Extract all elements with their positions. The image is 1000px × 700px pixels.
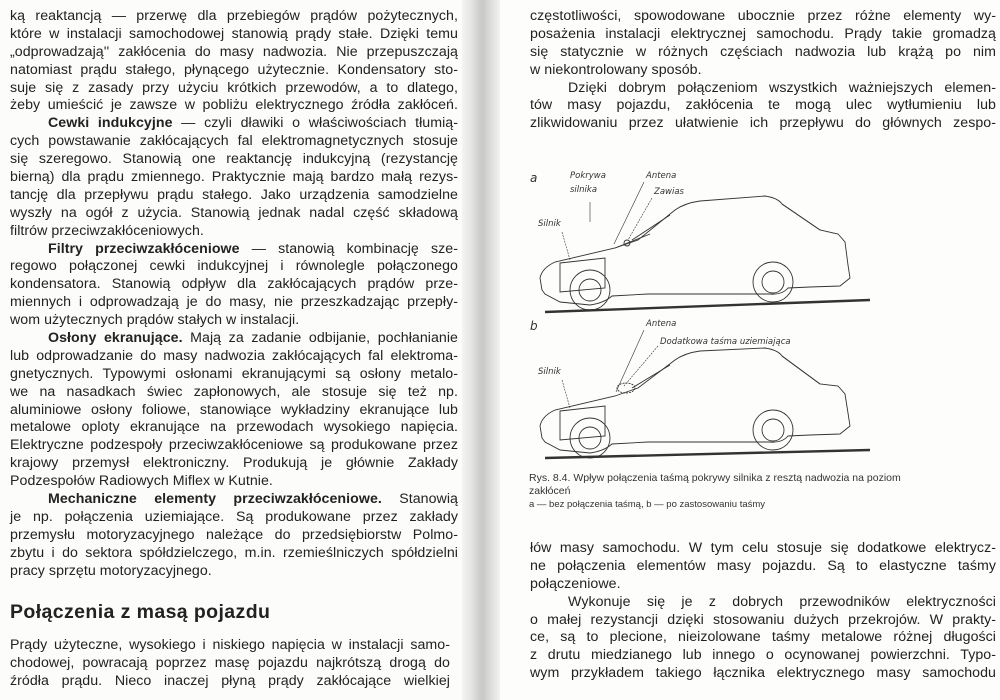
text-line: filtrów przeciwzakłóceniowych. [10,222,204,239]
caption-title-cont: zakłóceń [529,485,571,497]
windshield-a [632,215,670,240]
hood-line-a [615,234,650,248]
section-paragraph [10,637,450,691]
text-line: je np. połączenia uziemiające. Są produkowane przez zakłady [10,508,458,525]
left-page-body [10,8,458,581]
text-line: cych powstawanie zakłócających fal elektromagnetycznych stosuje [10,133,458,150]
caption-legend: a — bez połączenia taśmą, b — po zastosowaniu taśmy [529,499,766,510]
paragraph-filters [10,241,458,330]
text-line: lub odprowadzanie do masy nadwozia zakłócających fal elektroma- [10,347,458,364]
text-line: regowo połączonej cewki indukcyjnej i równolegle połączonego [10,258,458,275]
text-line [10,115,458,133]
text-line: bierną) dla prądu zmiennego. Praktycznie mają bardzo małą rezys- [10,169,458,186]
paragraph-conductors [530,594,996,683]
text-line: ne połączenia elementów masy pojazdu. Są to elastyczne taśmy [530,557,996,574]
rear-wheel-a [753,262,793,302]
term-shields: Osłony ekranujące. [48,330,183,347]
text-line: „odprowadzają'' zakłócenia do masy nadwozia. Nie przepuszczają [10,43,458,60]
term-filters: Filtry przeciwzakłóceniowe [48,240,240,257]
paragraph-straps [530,540,996,594]
text-line: źródła prądu. Nieco inaczej płyną prądy zakłócające wielkiej [10,672,450,689]
leader-strap [624,346,658,386]
label-antenna-b: Antena [646,319,677,329]
text-line: wom użytecznych prądów stałych w instalacji. [10,312,300,329]
leader-engine-b [562,380,570,408]
text-line: żeby umieścić je zawsze w pobliżu elektrycznego źródła zakłóceń. [10,97,458,114]
paragraph-coils [10,115,458,240]
text-line: Dzięki dobrym połączeniom wszystkich ważniejszych elemen- [568,79,996,96]
text-line: Prądy użyteczne, wysokiego i niskiego napięcia w instalacji samo- [10,637,450,653]
section-heading: Połączenia z masą pojazdu [10,601,271,623]
text-line: o małej rezystancji dzięki stosowaniu dużych przekrojów. W prakty- [530,611,996,628]
rear-hub-a [762,271,784,293]
right-page-body-bottom [530,540,996,683]
text-fragment: Mają za zadanie odbijanie, pochłanianie [182,330,458,347]
figure-car-grounding [520,160,880,470]
text-line: Elektryczne podzespoły przeciwzakłóceniowe są produkowane przez [10,437,458,454]
paragraph-good-connections [530,80,996,134]
text-line: ce, są to plecione, nieizolowane taśmy metalowe różnej długości [530,629,996,646]
label-engine-b: Silnik [538,367,561,377]
ground-line-a [545,300,870,312]
windshield-b [632,365,670,388]
text-line: tów masy pojazdu, zakłócenia te mogą ulec wytłumieniu lub [530,97,996,114]
text-line: krajowy przemysł elektroniczny. Produkują je głównie Zakłady [10,455,458,472]
text-line: wym przykładem takiego łącznika elektrycznego masy samochodu [530,665,996,682]
ground-line-b [545,450,870,458]
car-body-a [540,196,850,305]
text-line: ką reaktancją — przerwę dla przebiegów prądów pożytecznych, [10,8,458,24]
paragraph-capacitors-end [10,8,458,115]
text-line: metalowe oploty ekranujące na przewodach wysokiego napięcia. [10,419,458,436]
paragraph-mechanical [10,491,458,580]
right-page-body-top [530,8,996,133]
text-line: które w instalacji samochodowej stanowią prądy stałe. Dzięki temu [10,25,458,42]
car-drawing-a [540,182,870,312]
figure-caption [529,472,995,511]
text-line: zlikwidowaniu przez ułatwienie ich przepływu do głównych zespo- [530,115,996,132]
label-antenna-a: Antena [646,171,677,181]
text-line [10,330,458,348]
text-line: we na nasadkach świec zapłonowych, ale stosuje się też np. [10,383,458,400]
text-fragment: — czyli dławiki o właściwościach tłumią- [172,115,458,132]
car-illustration [520,160,880,470]
term-mechanical: Mechaniczne elementy przeciwzakłóceniowe. [48,491,382,508]
text-line: z drutu miedzianego lub innego o ocynowanej powierzchni. Typo- [530,647,996,664]
caption-title: Rys. 8.4. Wpływ połączenia taśmą pokrywy silnika z resztą nadwozia na poziom [529,472,901,484]
text-line: tancję dla przepływu prądu stałego. Jako urządzenia samodzielne [10,186,458,203]
text-line: zbytu i do sektora spółdzielczego, m.in. rzemieślniczych spółdzielni [10,544,458,561]
text-line: częstotliwości, spowodowane ubocznie przez różne elementy wy- [530,8,996,24]
text-line: gnetycznych. Typowymi osłonami ekranującymi są osłony metalo- [10,365,458,382]
term-coils: Cewki indukcyjne [48,115,173,132]
text-line: wyszły na ogół z użycia. Stanowią jednak nadal część składową [10,204,458,221]
text-line: chodowej, powracają poprzez masę pojazdu najkrótszą drogą do [10,654,450,671]
leader-antenna-b [616,330,644,392]
text-line: w niekontrolowany sposób. [530,61,702,78]
label-hinge: Zawias [654,187,684,197]
text-line: kondensatora. Stanowią odpływ dla zakłócających prądów prze- [10,276,458,293]
text-line: pracy sprzętu motoryzacyjnego. [10,562,212,579]
engine-block-b [560,406,605,440]
panel-letter-b: b [530,319,538,333]
label-engine-a: Silnik [538,219,561,229]
text-line: natomiast prądu stałego, płynącego użytecznie. Kondensatory sto- [10,61,458,78]
text-fragment: Stanowią [381,491,458,508]
text-line [10,241,458,259]
rear-wheel-b [753,410,793,450]
text-line: aluminiowe osłony foliowe, stanowiące wykładziny ekranujące lub [10,401,458,418]
text-line: się szeregowo. Stanowią one reaktancję indukcyjną (rezystancję [10,151,458,168]
text-line: suje się z zasady przy użyciu krótkich przewodów, a to dlatego, [10,79,458,96]
label-hood: Pokrywa [570,171,606,181]
rear-hub-b [762,419,784,441]
text-line: łów masy samochodu. W tym celu stosuje się dodatkowe elektrycz- [530,540,996,556]
leader-hinge [628,198,652,240]
label-hood-2: silnika [570,185,598,195]
paragraph-hf-currents [530,8,996,80]
leader-engine [562,232,570,260]
text-line: miennych i odprowadzają je do masy, nie przeszkadzając przepły- [10,294,458,311]
text-line: przemysłu motoryzacyjnego należące do przedsiębiorstw Polmo- [10,526,458,543]
book-gutter [462,0,500,700]
front-wheel-a [570,270,610,310]
text-line: się statycznie w różnych częściach nadwozia lub krążą po nim [530,43,996,60]
text-line: posażenia instalacji elektrycznej samochodu. Prądy takie gromadzą [530,25,996,42]
front-wheel-b [570,418,610,458]
label-strap: Dodatkowa taśma uziemiająca [660,337,791,347]
text-line: połączeniowe. [530,575,621,592]
paragraph-shields [10,330,458,491]
text-line: Podzespołów Radiowych Miflex w Kutnie. [10,473,273,490]
rear-window-b [782,356,820,384]
text-fragment: — stanowią kombinację sze- [239,240,458,257]
car-drawing-b [540,330,870,458]
engine-block-a [560,258,605,292]
panel-letter-a: a [530,171,538,185]
text-line: Wykonuje się je z dobrych przewodników elektryczności [568,593,996,610]
rear-window-a [782,204,820,230]
text-line [10,491,458,509]
